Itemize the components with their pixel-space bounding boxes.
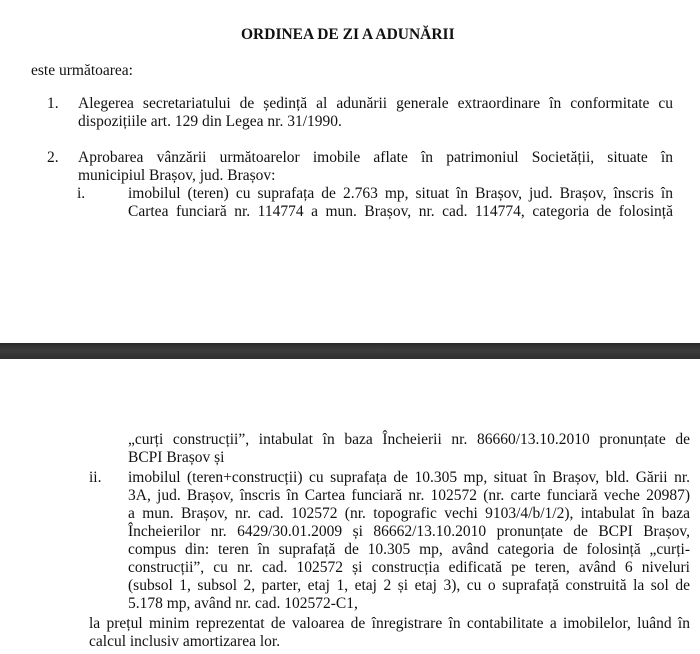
sub-item-ii-line: imobilul (teren+construcții) cu suprafața de 10.305 mp, situat în Brașov, bld. Gării nr. [128,469,690,486]
item-1-line: Alegerea secretariatului de ședință al adunării generale extraordinare în conformitate cu [78,95,673,112]
document-title: ORDINEA DE ZI A ADUNĂRII [241,26,455,43]
sub-item-i-line: „curți construcții”, intabulat în baza Încheierii nr. 86660/13.10.2010 pronunțate de [128,431,690,448]
document-page-bottom [0,359,700,654]
sub-item-ii-line: (subsol 1, subsol 2, parter, etaj 1, etaj 2 și etaj 3), cu o suprafață construită la sol de [128,577,690,594]
closing-text: la prețul minim reprezentat de valoarea de înregistrare în contabilitate a imobilelor, luând în [89,615,690,632]
sub-item-ii-line: Încheierilor nr. 6429/30.01.2009 și 86662/13.10.2010 pronunțate de BCPI Brașov, [128,523,690,540]
item-2-number: 2. [47,149,59,166]
item-1-line: dispozițiile art. 129 din Legea nr. 31/1990. [78,113,342,130]
item-2-line: Aprobarea vânzării următoarelor imobile aflate în patrimoniul Societății, situate în [78,149,673,166]
sub-item-i-line: Cartea funciară nr. 114774 a mun. Brașov, nr. cad. 114774, categoria de folosință [128,203,673,220]
sub-item-i-line: BCPI Brașov și [128,449,225,466]
sub-item-ii-line: a mun. Brașov, nr. cad. 102572 (nr. topografic vechi 9103/4/b/1/2), intabulat în baza [128,505,690,522]
intro-text: este următoarea: [31,62,133,79]
closing-text: calcul inclusiv amortizarea lor. [89,633,281,650]
item-1-number: 1. [47,95,59,112]
page-break-bar [0,343,700,359]
sub-item-ii-line: construcții”, cu nr. cad. 102572 și construcția edificată pe teren, având 6 niveluri [128,559,690,576]
sub-item-i-numeral: i. [77,185,86,202]
sub-item-i-line: imobilul (teren) cu suprafața de 2.763 mp, situat în Brașov, jud. Brașov, înscris în [128,185,673,202]
sub-item-ii-line: 5.178 mp, având nr. cad. 102572-C1, [128,595,358,612]
item-2-line: municipiul Brașov, jud. Brașov: [78,167,276,184]
sub-item-ii-numeral: ii. [89,469,102,486]
sub-item-ii-line: 3A, jud. Brașov, înscris în Cartea funciară nr. 102572 (nr. carte funciară veche 20987) [128,487,690,504]
sub-item-ii-line: compus din: teren în suprafață de 10.305 mp, având categoria de folosință „curți- [128,541,690,558]
